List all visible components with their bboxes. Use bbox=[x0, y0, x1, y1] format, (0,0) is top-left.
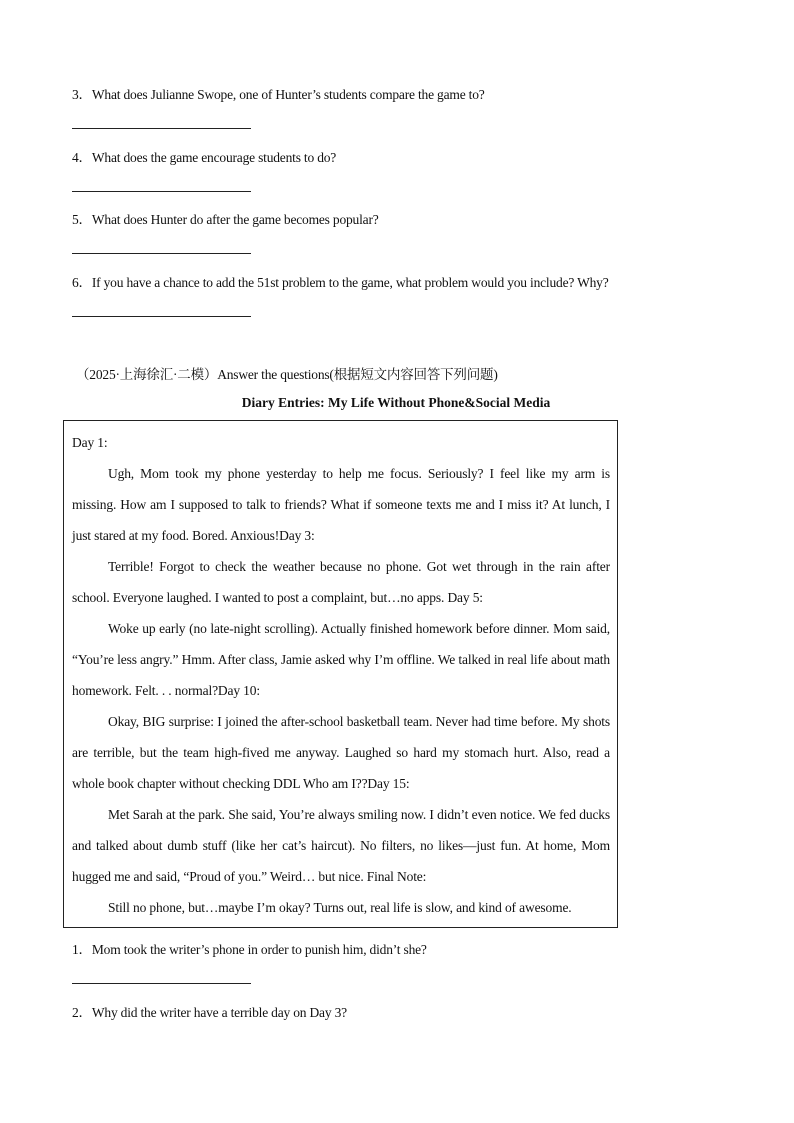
question-text: If you have a chance to add the 51st problem to the game, what problem would you include? Why? bbox=[91, 275, 609, 290]
answer-line[interactable] bbox=[72, 316, 251, 317]
diary-paragraph-1: Ugh, Mom took my phone yesterday to help me focus. Seriously? I feel like my arm is missing. How am I supposed to talk to friends? What if someone texts me and I miss it? At lunch, I just stared at my food. Bored. Anxious!Day 3: bbox=[72, 466, 610, 543]
question-number: 2． bbox=[72, 1005, 92, 1020]
question-text: Why did the writer have a terrible day on Day 3? bbox=[91, 1005, 347, 1020]
section-source: （2025·上海徐汇·二模）Answer the questions(根据短文内容回答下列问题) bbox=[76, 367, 498, 382]
question-number: 4． bbox=[72, 150, 92, 165]
question-text: Mom took the writer’s phone in order to punish him, didn’t she? bbox=[91, 942, 427, 957]
passage-title bbox=[0, 395, 794, 411]
question-number: 1． bbox=[72, 942, 92, 957]
question-text: What does Julianne Swope, one of Hunter’s students compare the game to? bbox=[91, 87, 485, 102]
diary-passage-box bbox=[63, 420, 618, 928]
question-number: 6． bbox=[72, 275, 92, 290]
question-number: 3． bbox=[72, 87, 92, 102]
question-6 bbox=[72, 271, 609, 291]
diary-paragraph-3: Woke up early (no late-night scrolling). Actually finished homework before dinner. Mom said, “You’re less angry.” Hmm. After class, Jamie asked why I’m offline. We talked in real life about math homework. Felt. . . normal?Day 10: bbox=[72, 621, 610, 698]
answer-line[interactable] bbox=[72, 191, 251, 192]
diary-paragraph-5: Met Sarah at the park. She said, You’re always smiling now. I didn’t even notice. We fed ducks and talked about dumb stuff (like her cat’s haircut). No filters, no likes—just fun. At home, Mom hugged me and said, “Proud of you.” Weird… but nice. Final Note: bbox=[72, 807, 610, 884]
answer-line[interactable] bbox=[72, 128, 251, 129]
question-4 bbox=[72, 146, 336, 166]
answer-line[interactable] bbox=[72, 253, 251, 254]
diary-paragraph-2: Terrible! Forgot to check the weather because no phone. Got wet through in the rain after school. Everyone laughed. I wanted to post a complaint, but…no apps. Day 5: bbox=[72, 559, 610, 605]
diary-day1-heading: Day 1: bbox=[72, 435, 108, 450]
diary-paragraph-6: Still no phone, but…maybe I’m okay? Turns out, real life is slow, and kind of awesome. bbox=[108, 900, 572, 915]
passage-title-text: Diary Entries: My Life Without Phone&Social Media bbox=[241, 395, 551, 410]
answer-line[interactable] bbox=[72, 983, 251, 984]
question-text: What does Hunter do after the game becomes popular? bbox=[91, 212, 379, 227]
question-2 bbox=[72, 1001, 347, 1021]
question-number: 5． bbox=[72, 212, 92, 227]
diary-paragraph-4: Okay, BIG surprise: I joined the after-school basketball team. Never had time before. My shots are terrible, but the team high-fived me anyway. Laughed so hard my stomach hurt. Also, read a whole book chapter without checking DDL Who am I??Day 15: bbox=[72, 714, 610, 791]
question-5 bbox=[72, 208, 379, 228]
question-1 bbox=[72, 938, 427, 958]
question-text: What does the game encourage students to do? bbox=[91, 150, 337, 165]
question-3 bbox=[72, 83, 485, 103]
